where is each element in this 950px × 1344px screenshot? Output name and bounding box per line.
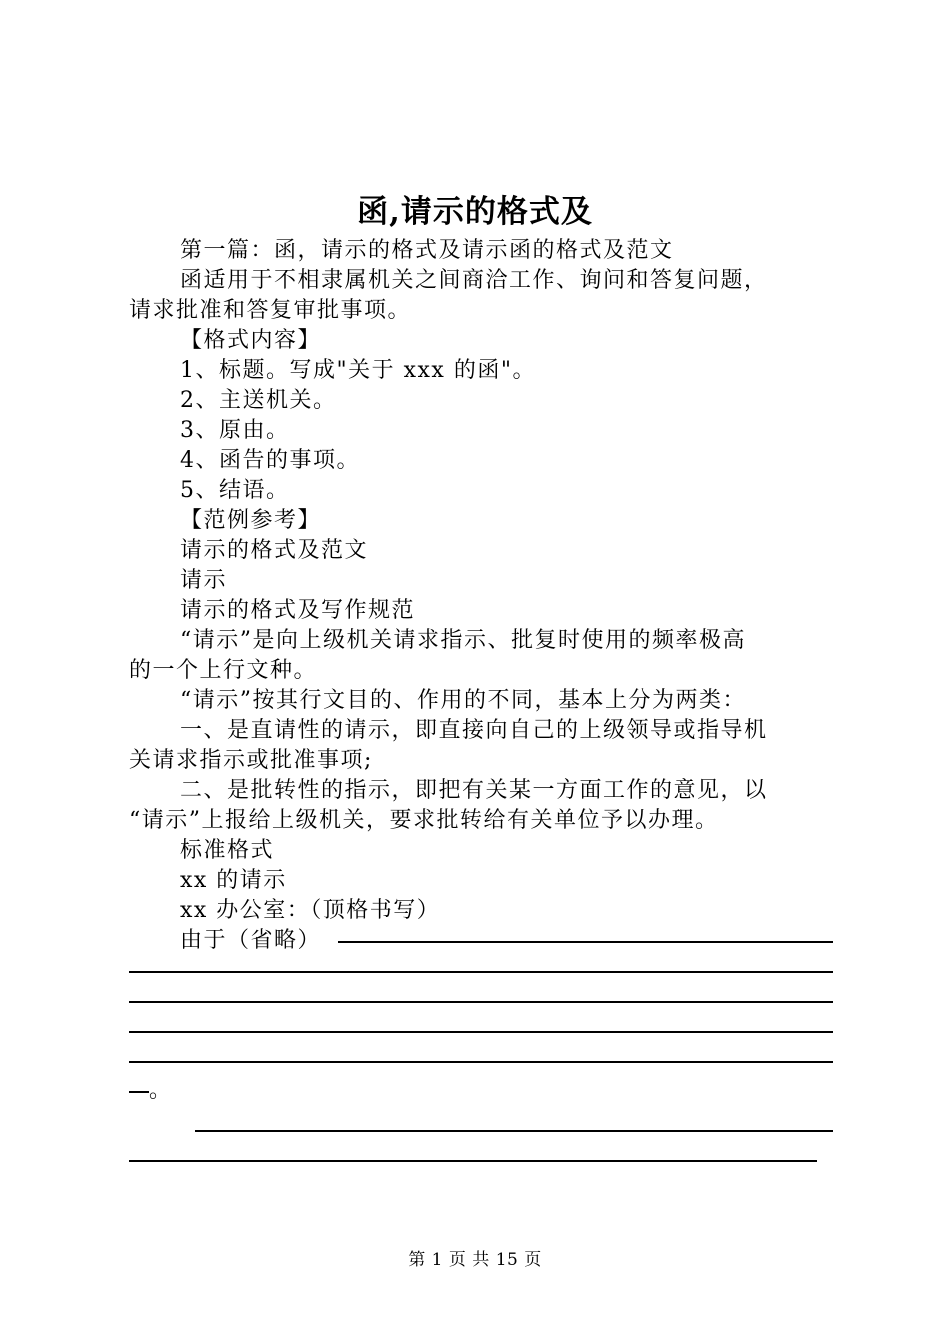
fill-line <box>129 1016 833 1046</box>
fill-dash <box>129 1061 833 1063</box>
paragraph-line: “请示”按其行文目的、作用的不同，基本上分为两类： <box>180 688 746 713</box>
paragraph-line: 3、原由。 <box>180 418 290 443</box>
fill-dash <box>338 941 833 943</box>
paragraph-line: 2、主送机关。 <box>180 388 337 413</box>
fill-line <box>129 1046 833 1076</box>
paragraph-line: xx 的请示 <box>180 868 287 893</box>
paragraph-line: 请示 <box>180 568 228 593</box>
paragraph-line: “请示”上报给上级机关，要求批转给有关单位予以办理。 <box>129 808 719 833</box>
paragraph-line: 的一个上行文种。 <box>129 658 318 683</box>
fill-line <box>129 986 833 1016</box>
period-mark: 。 <box>149 1078 173 1103</box>
fill-dash <box>129 1031 833 1033</box>
paragraph-line: 第一篇：函，请示的格式及请示函的格式及范文 <box>180 238 674 263</box>
paragraph-line: 由于（省略） <box>180 928 322 953</box>
paragraph-line: “请示”是向上级机关请求指示、批复时使用的频率极高 <box>180 628 746 653</box>
page-footer: 第 1 页 共 15 页 <box>408 1250 542 1270</box>
fill-line <box>129 1076 833 1106</box>
paragraph-line: 请求批准和答复审批事项。 <box>129 298 412 323</box>
paragraph-line: 【范例参考】 <box>180 508 322 533</box>
paragraph-line: 请示的格式及写作规范 <box>180 598 416 623</box>
fill-line <box>129 1115 833 1145</box>
paragraph-line: 标准格式 <box>180 838 275 863</box>
fill-dash <box>129 1091 149 1093</box>
paragraph-line: 函适用于不相隶属机关之间商洽工作、询问和答复问题， <box>180 268 768 293</box>
fill-dash <box>129 971 833 973</box>
fill-line <box>129 956 833 986</box>
paragraph-line: 二、是批转性的指示，即把有关某一方面工作的意见，以 <box>180 778 768 803</box>
fill-line <box>129 1145 833 1175</box>
paragraph-line: 5、结语。 <box>180 478 290 503</box>
paragraph-line: 关请求指示或批准事项; <box>129 748 373 773</box>
fill-dash <box>129 1160 817 1162</box>
paragraph-line: 4、函告的事项。 <box>180 448 360 473</box>
paragraph-line: 【格式内容】 <box>180 328 322 353</box>
fill-dash <box>129 1001 833 1003</box>
paragraph-line: 一、是直请性的请示，即直接向自己的上级领导或指导机 <box>180 718 768 743</box>
fill-line <box>129 926 833 956</box>
fill-dash <box>195 1130 833 1132</box>
paragraph-line: xx 办公室：（顶格书写） <box>180 898 441 923</box>
document-body <box>129 236 833 1175</box>
paragraph-line: 1、标题。写成"关于 xxx 的函"。 <box>180 358 536 383</box>
paragraph-line: 请示的格式及范文 <box>180 538 369 563</box>
document-title: 函,请示的格式及 <box>357 194 593 230</box>
